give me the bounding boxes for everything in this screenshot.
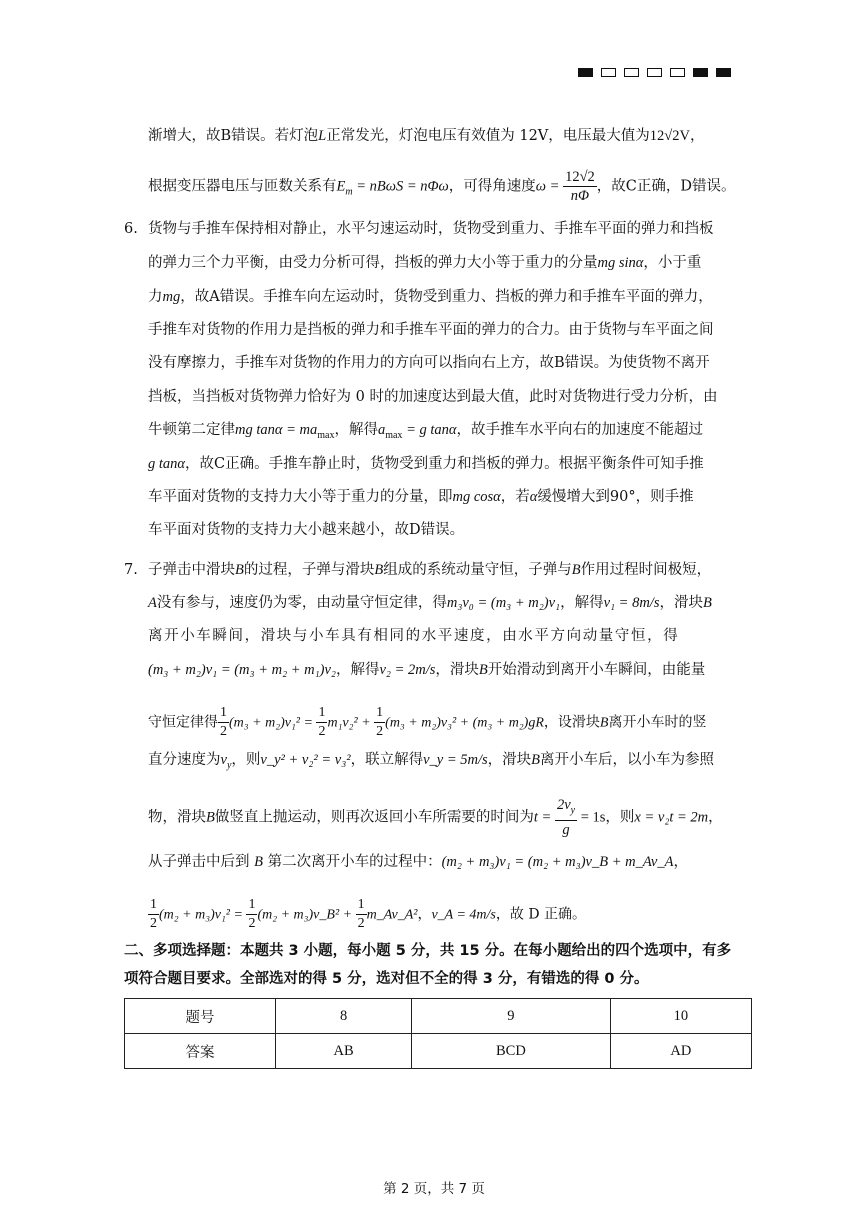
frac-num: 1: [218, 704, 229, 723]
math-sub: y: [570, 804, 576, 816]
text: ，故手推车水平向右的加速度不能超过: [456, 422, 703, 438]
half-fraction: [148, 896, 159, 933]
header-mark-filled: [578, 68, 593, 77]
text: 缓慢增大到90°，则手推: [537, 489, 694, 505]
math: v₂ = 2m/s: [379, 662, 436, 678]
q6-line-3: [148, 287, 713, 307]
math: v_y² + v₂² = v₃²: [260, 752, 351, 768]
table-row: [125, 999, 752, 1034]
half-fraction: [218, 704, 229, 741]
math: 2v: [556, 797, 571, 813]
frac-den: 2: [318, 724, 326, 739]
math: α: [529, 489, 538, 505]
q7-line-1: [148, 560, 711, 580]
math: v₁ = 8m/s: [603, 595, 660, 611]
math: = 1s: [577, 809, 606, 826]
table-cell: 10: [610, 999, 751, 1034]
text: ，联立解得: [350, 752, 424, 768]
math-sub: m: [345, 186, 353, 198]
q7-line-6: [148, 750, 714, 776]
q5-line-1: [148, 126, 704, 146]
header-marks: [578, 68, 731, 77]
frac-num: 1: [356, 896, 367, 915]
text: 守恒定律得: [148, 714, 218, 731]
math-sub: y: [226, 759, 232, 771]
math: B: [235, 562, 244, 578]
math: m₃v₀ = (m₃ + m₂)v₁: [446, 595, 561, 611]
text: 的弹力三个力平衡，由受力分析可得，挡板的弹力大小等于重力的分量: [148, 255, 598, 271]
text: 离开小车后，以小车为参照: [540, 752, 714, 768]
table-row: [125, 1034, 752, 1069]
table-cell: AB: [276, 1034, 412, 1069]
q6-line-9: [148, 487, 694, 507]
q7-line-7: [148, 796, 723, 839]
q6-line-6: 挡板，当挡板对货物弹力恰好为 0 时的加速度达到最大值，此时对货物进行受力分析，由: [148, 389, 718, 405]
header-mark-filled: [693, 68, 708, 77]
half-fraction: [246, 896, 257, 933]
math: = g tanα: [402, 422, 457, 438]
math: = nBωS = nΦω: [352, 178, 449, 195]
math: L: [318, 128, 327, 144]
text: ，解得: [334, 422, 378, 438]
table-cell: AD: [610, 1034, 751, 1069]
math: A: [148, 595, 157, 611]
text: 第二次离开小车的过程中：: [267, 854, 442, 870]
text: 直分速度为: [148, 752, 221, 768]
text: 做竖直上抛运动，则再次返回小车所需要的时间为: [214, 809, 534, 826]
text: ，若: [500, 489, 530, 505]
text: 车平面对货物的支持力大小等于重力的分量，即: [148, 489, 453, 505]
section-heading-line-2: 项符合题目要求。全部选对的得 5 分，选对但不全的得 3 分，有错选的得 0 分。: [124, 971, 649, 987]
frac-den: 2: [220, 724, 227, 739]
text: 从子弹击中后到: [148, 854, 250, 870]
math: a: [377, 422, 386, 438]
header-mark-hollow: [601, 68, 616, 77]
q7-line-8: [148, 852, 688, 872]
math: 12√2V: [649, 128, 690, 144]
answer-table: [124, 998, 752, 1069]
header-mark-hollow: [624, 68, 639, 77]
text: 物，滑块: [148, 809, 206, 826]
text: 渐增大，故B错误。若灯泡: [148, 128, 319, 144]
q7-line-2: [148, 593, 712, 613]
frac-num: 1: [316, 704, 327, 723]
text: ，: [708, 809, 723, 826]
text: ，可得角速度: [448, 178, 536, 195]
q6-line-7: [148, 420, 703, 446]
table-cell: 答案: [125, 1034, 276, 1069]
math: (m₂ + m₃)v₁² =: [159, 907, 247, 923]
frac-num: [555, 796, 577, 821]
math: v: [220, 752, 227, 768]
math: mg sinα: [597, 255, 644, 271]
table-cell: 题号: [125, 999, 276, 1034]
text: ，: [689, 128, 705, 144]
text: 没有参与，速度仍为零，由动量守恒定律，得: [156, 595, 447, 611]
table-cell: 9: [412, 999, 610, 1034]
frac-num: 1: [246, 896, 257, 915]
math: B: [374, 562, 384, 578]
text: 子弹击中滑块: [148, 562, 235, 578]
text: 牛顿第二定律: [148, 422, 235, 438]
text: 力: [148, 289, 163, 305]
text: ，滑块: [487, 752, 532, 768]
math: B: [531, 752, 540, 768]
omega-fraction: [563, 168, 597, 205]
half-fraction: [356, 896, 367, 933]
math-sub: max: [317, 429, 335, 441]
math: ω =: [535, 178, 564, 195]
text: 开始滑动到离开小车瞬间，由能量: [487, 662, 706, 678]
frac-den: g: [562, 821, 570, 838]
text: 组成的系统动量守恒，子弹与: [383, 562, 572, 578]
half-fraction: [316, 704, 327, 741]
q6-line-8: [148, 454, 704, 474]
text: 的过程，子弹与滑块: [243, 562, 375, 578]
q7-line-3: 离开小车瞬间，滑块与小车具有相同的水平速度，由水平方向动量守恒，得: [148, 628, 680, 644]
time-fraction: [555, 796, 577, 839]
half-fraction: [374, 704, 385, 741]
math: v_A = 4m/s: [431, 907, 496, 923]
q6-line-1: 货物与手推车保持相对静止，水平匀速运动时，货物受到重力、手推车平面的弹力和挡板: [148, 221, 714, 237]
text: 作用过程时间极短，: [580, 562, 712, 578]
header-mark-hollow: [647, 68, 662, 77]
math: t =: [533, 809, 555, 826]
math: g tanα: [148, 456, 186, 472]
frac-den: 2: [248, 916, 256, 931]
frac-num: 12√2: [565, 169, 595, 185]
math: mg cosα: [452, 489, 501, 505]
math: (m₂ + m₃)v₁ = (m₂ + m₃)v_B + m_Av_A: [441, 854, 674, 870]
text: ，故 D 正确。: [495, 906, 586, 923]
math: B: [478, 662, 488, 678]
q7-line-9: [148, 896, 586, 933]
table-cell: 8: [276, 999, 412, 1034]
math-sub: max: [385, 429, 403, 441]
header-mark-filled: [716, 68, 731, 77]
math: (m₃ + m₂)v₁² =: [229, 715, 317, 731]
text: 离开小车时的竖: [608, 714, 707, 731]
text: ，故C正确，D错误。: [596, 178, 736, 195]
q7-line-5: [148, 704, 706, 741]
math: B: [599, 715, 609, 731]
text: ，解得: [335, 662, 380, 678]
text: ，解得: [560, 595, 604, 611]
q6-line-2: [148, 253, 701, 273]
math: B: [702, 595, 712, 611]
frac-den: 2: [376, 724, 384, 739]
math: m_Av_A²: [366, 907, 418, 923]
text: ，故C正确。手推车静止时，货物受到重力和挡板的弹力。根据平衡条件可知手推: [185, 456, 704, 472]
text: ，: [417, 906, 432, 923]
frac-num: 1: [148, 896, 159, 915]
frac-den: nΦ: [570, 188, 590, 204]
text: ，滑块: [435, 662, 479, 678]
math: E: [336, 178, 346, 195]
math: (m₃ + m₂)v₁ = (m₃ + m₂ + m₁)v₂: [148, 662, 336, 678]
text: ，故A错误。手推车向左运动时，货物受到重力、挡板的弹力和手推车平面的弹力，: [180, 289, 713, 305]
math: (m₃ + m₂)v₃² + (m₃ + m₂)gR: [385, 715, 544, 731]
frac-num: 1: [374, 704, 385, 723]
q6-line-10: 车平面对货物的支持力大小越来越小，故D错误。: [148, 522, 465, 538]
math: B: [206, 809, 215, 826]
q5-line-2: [148, 168, 736, 205]
math: B: [571, 562, 581, 578]
text: ，滑块: [659, 595, 703, 611]
question-number: 7.: [124, 562, 138, 578]
text: 正常发光，灯泡电压有效值为 12V，电压最大值为: [326, 128, 650, 144]
text: 根据变压器电压与匝数关系有: [148, 178, 337, 195]
frac-den: 2: [150, 916, 157, 931]
text: ，小于重: [643, 255, 702, 271]
text: ，则: [231, 752, 261, 768]
frac-den: 2: [357, 916, 365, 931]
math: x = v₂t = 2m: [634, 809, 709, 826]
math: B: [254, 854, 263, 870]
section-heading-line-1: 二、多项选择题：本题共 3 小题，每小题 5 分，共 15 分。在每小题给出的四个选项中，有多: [124, 943, 732, 959]
math: (m₂ + m₃)v_B² +: [257, 907, 356, 923]
q6-line-5: 没有摩擦力，手推车对货物的作用力的方向可以指向右上方，故B错误。为使货物不离开: [148, 355, 710, 371]
text: ，: [673, 854, 688, 870]
q6-line-4: 手推车对货物的作用力是挡板的弹力和手推车平面的弹力的合力。由于货物与车平面之间: [148, 322, 714, 338]
math: v_y = 5m/s: [423, 752, 488, 768]
text: ，则: [605, 809, 635, 826]
math: m₁v₂² +: [327, 715, 375, 731]
table-cell: BCD: [412, 1034, 610, 1069]
question-number: 6.: [124, 221, 138, 237]
math: mg: [162, 289, 181, 305]
math: mg tanα = ma: [235, 422, 318, 438]
page-footer: 第 2 页，共 7 页: [383, 1181, 485, 1197]
header-mark-hollow: [670, 68, 685, 77]
text: ，设滑块: [543, 714, 600, 731]
q7-line-4: [148, 660, 705, 680]
